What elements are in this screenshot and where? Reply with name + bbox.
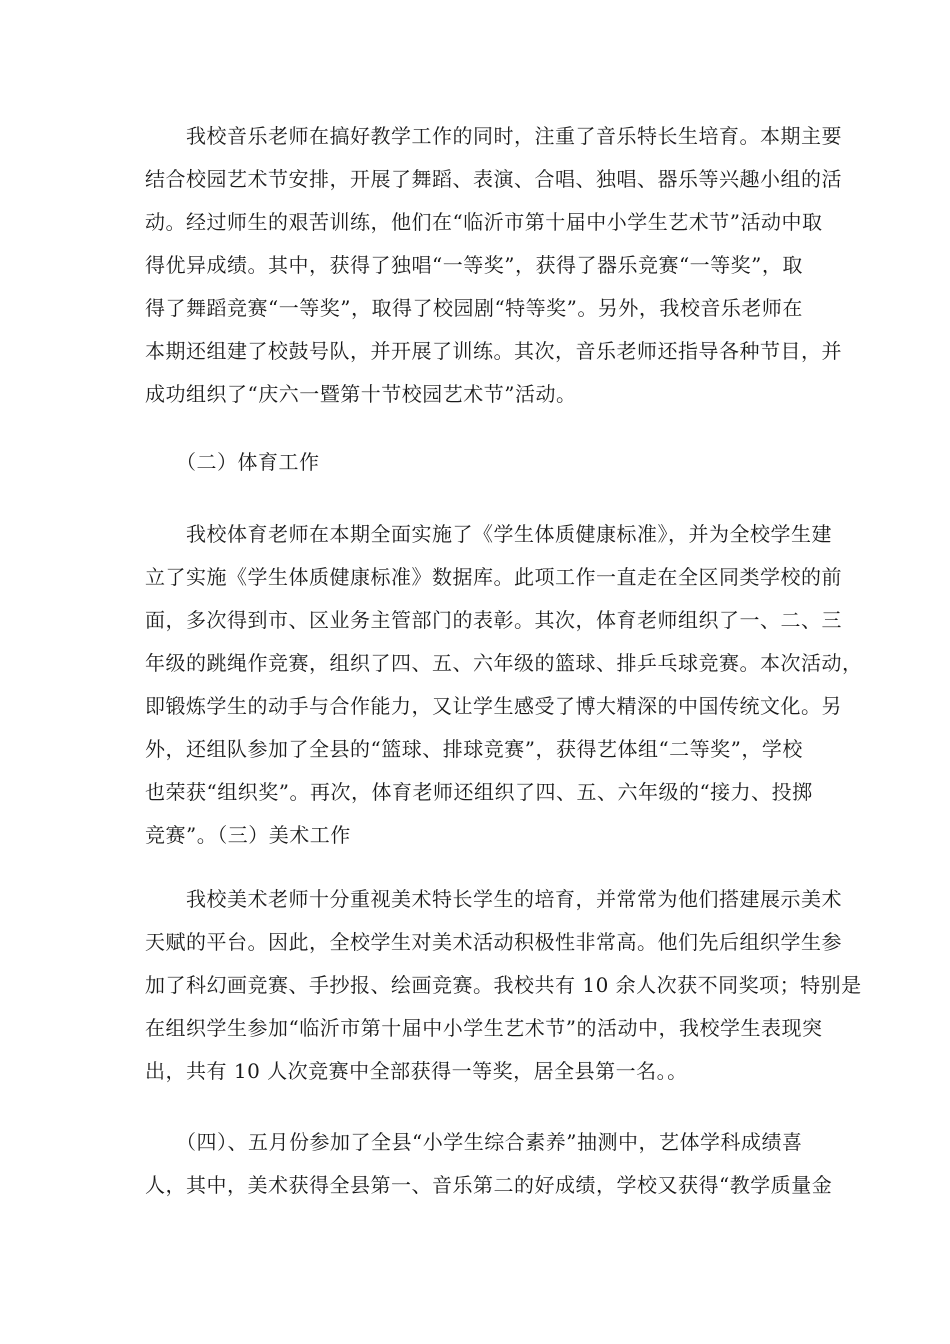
text-line: 人，其中，美术获得全县第一、音乐第二的好成绩，学校又获得“教学质量金 xyxy=(145,1173,833,1197)
text-line: 也荣获“组织奖”。再次，体育老师还组织了四、五、六年级的“接力、投掷 xyxy=(145,780,813,804)
text-line: 竞赛”。（三）美术工作 xyxy=(145,823,351,847)
text-line: 年级的跳绳作竞赛，组织了四、五、六年级的篮球、排乒乓球竞赛。本次活动， xyxy=(145,651,863,675)
text-line: 在组织学生参加“临沂市第十届中小学生艺术节”的活动中，我校学生表现突 xyxy=(145,1016,823,1040)
text-line: 得了舞蹈竞赛“一等奖”，取得了校园剧“特等奖”。另外，我校音乐老师在 xyxy=(145,296,803,320)
text-line: 我校音乐老师在搞好教学工作的同时，注重了音乐特长生培育。本期主要 xyxy=(145,124,842,148)
text-line: 动。经过师生的艰苦训练，他们在“临沂市第十届中小学生艺术节”活动中取 xyxy=(145,210,823,234)
section-heading: （二）体育工作 xyxy=(145,450,320,474)
text-line: 我校体育老师在本期全面实施了《学生体质健康标准》，并为全校学生建 xyxy=(145,522,832,546)
text-line: 立了实施《学生体质健康标准》数据库。此项工作一直走在全区同类学校的前 xyxy=(145,565,842,589)
text-line: 即锻炼学生的动手与合作能力，又让学生感受了博大精深的中国传统文化。另 xyxy=(145,694,842,718)
text-line: （四）、五月份参加了全县“小学生综合素养”抽测中，艺体学科成绩喜 xyxy=(145,1130,803,1154)
text-line: 得优异成绩。其中，获得了独唱“一等奖”，获得了器乐竞赛“一等奖”，取 xyxy=(145,253,803,277)
text-line: 外，还组队参加了全县的“篮球、排球竞赛”，获得艺体组“二等奖”，学校 xyxy=(145,737,803,761)
text-line: 我校美术老师十分重视美术特长学生的培育，并常常为他们搭建展示美术 xyxy=(145,887,842,911)
text-line: 本期还组建了校鼓号队，并开展了训练。其次，音乐老师还指导各种节目，并 xyxy=(145,339,842,363)
text-line: 出，共有 10 人次竞赛中全部获得一等奖，居全县第一名。。 xyxy=(145,1059,688,1083)
text-line: 结合校园艺术节安排，开展了舞蹈、表演、合唱、独唱、器乐等兴趣小组的活 xyxy=(145,167,842,191)
text-line: 加了科幻画竞赛、手抄报、绘画竞赛。我校共有 10 余人次获不同奖项；特别是 xyxy=(145,973,862,997)
text-line: 面，多次得到市、区业务主管部门的表彰。其次，体育老师组织了一、二、三 xyxy=(145,608,842,632)
text-line: 成功组织了“庆六一暨第十节校园艺术节”活动。 xyxy=(145,382,577,406)
text-line: 天赋的平台。因此，全校学生对美术活动积极性非常高。他们先后组织学生参 xyxy=(145,930,842,954)
